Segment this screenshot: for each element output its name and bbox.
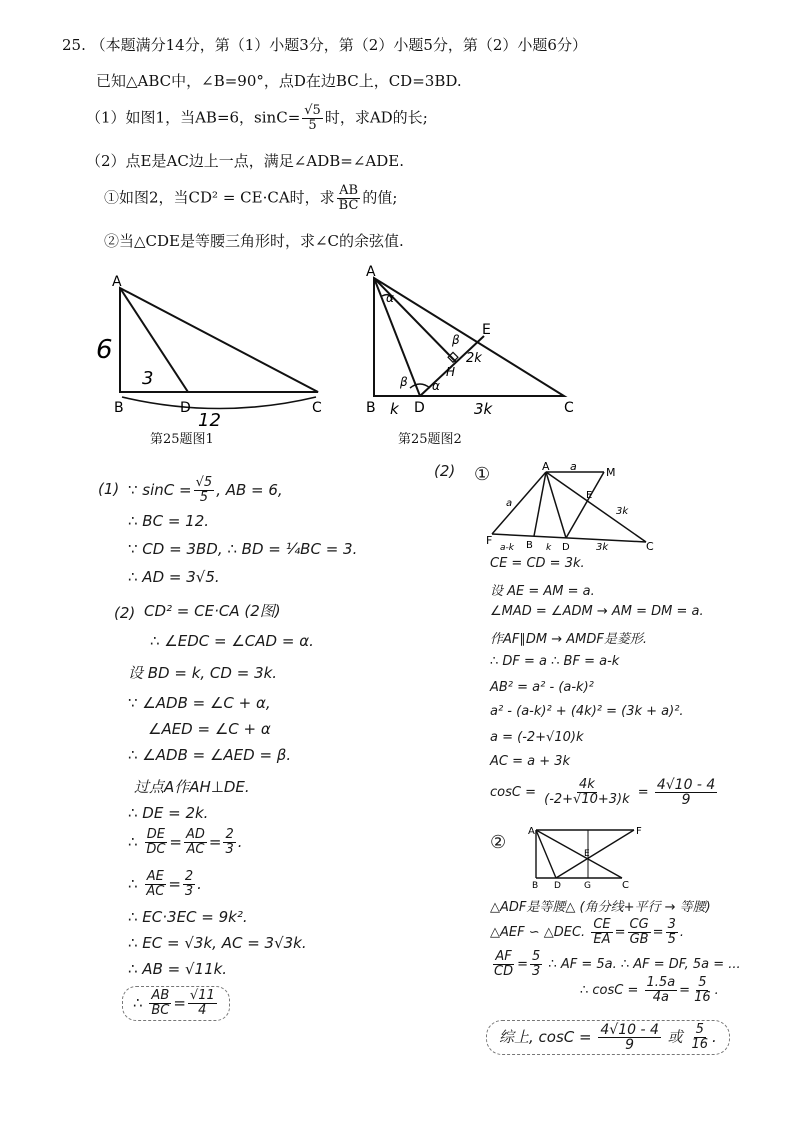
sol-p2-line6: ∴ ∠ADB = ∠AED = β.	[128, 746, 292, 764]
sol-right-line9: AC = a + 3k	[490, 754, 571, 769]
label-bd-3: 3	[142, 368, 154, 389]
sol-right-line3: ∠MAD = ∠ADM → AM = DM = a.	[490, 604, 704, 619]
sol-p2-line1: CD² = CE·CA (2图)	[144, 602, 281, 620]
label-d: D	[180, 400, 191, 416]
label-ab-6: 6	[96, 335, 113, 365]
angle-mark-d	[410, 384, 430, 388]
ab-bc-fraction: $\frac{AB}{BC}$	[338, 183, 359, 213]
segment-ad	[120, 288, 188, 392]
sol-right-line13: $\frac{AF}{CD}$ = $\frac{5}{3}$ ∴ AF = 5a. ∴ AF = DF, 5a = ...	[494, 949, 741, 979]
svg-text:E: E	[586, 490, 593, 501]
svg-text:F: F	[486, 534, 493, 547]
segment-ad-2	[374, 278, 420, 396]
figure-1	[90, 270, 340, 445]
svg-text:C: C	[646, 540, 654, 553]
svg-text:D: D	[554, 881, 561, 891]
sol-p2-line3: 设 BD = k, CD = 3k.	[128, 664, 278, 682]
sol-right-line6: AB² = a² - (a-k)²	[490, 680, 594, 695]
sinc-fraction: $\frac{√5}{5}$	[304, 103, 321, 133]
svg-text:a: a	[570, 460, 577, 473]
svg-text:A: A	[542, 460, 550, 473]
sol-p2-line4: ∵ ∠ADB = ∠C + α,	[128, 694, 271, 712]
label-a: A	[112, 274, 122, 290]
svg-text:E: E	[584, 849, 590, 859]
sol-right-line12: △AEF ∽ △DEC. $\frac{CE}{EA}$ = $\frac{CG}{GB}$ = $\frac{3}{5}$ .	[490, 917, 684, 947]
label-alpha-d: α	[432, 379, 440, 393]
problem-given: 已知△ABC中，∠B=90°，点D在边BC上，CD=3BD.	[96, 72, 462, 90]
figure-2	[360, 262, 590, 432]
sol-p1-line4: ∴ AD = 3√5.	[128, 568, 220, 586]
svg-text:3k: 3k	[616, 506, 629, 517]
svg-text:B: B	[532, 881, 539, 891]
sol-right-line7: a² - (a-k)² + (4k)² = (3k + a)².	[490, 704, 684, 719]
figure-3-sketch	[486, 462, 656, 552]
svg-text:B: B	[526, 540, 533, 551]
svg-text:D: D	[562, 542, 570, 553]
sol-p2-line7: 过点A作AH⊥DE.	[134, 778, 250, 796]
sol-p2-line5: ∠AED = ∠C + α	[148, 720, 271, 738]
problem-part2: （2）点E是AC边上一点，满足∠ADB=∠ADE.	[86, 152, 404, 170]
svg-text:k: k	[546, 543, 552, 553]
sol-right-label: (2)	[434, 462, 456, 480]
sol-right-sub1: ①	[474, 464, 491, 485]
sol-right-line5: ∴ DF = a ∴ BF = a-k	[490, 654, 620, 669]
label-d-2: D	[414, 400, 425, 416]
sol-p2-answer: ∴ $\frac{AB}{BC}$ = $\frac{√11}{4}$	[122, 986, 230, 1021]
sol-p2-line10: ∴ $\frac{AE}{AC}$ = $\frac{2}{3}$ .	[128, 869, 202, 899]
sol-p1-label: (1)	[98, 480, 120, 498]
sol-right-line4: 作AF∥DM → AMDF是菱形.	[490, 632, 647, 647]
label-beta-e: β	[452, 333, 460, 347]
sol-p1-line1: ∵ sinC = $\frac{√5}{5}$ , AB = 6,	[128, 475, 283, 505]
figure-2-caption: 第25题图2	[398, 432, 462, 447]
bc-brace	[122, 397, 316, 409]
sol-p2-line12: ∴ EC = √3k, AC = 3√3k.	[128, 934, 307, 952]
sol-right-line2: 设 AE = AM = a.	[490, 584, 595, 599]
svg-text:a: a	[506, 498, 513, 509]
sol-right-line11: △ADF是等腰△ (角分线+平行 → 等腰)	[490, 900, 711, 915]
sol-p2-line11: ∴ EC·3EC = 9k².	[128, 908, 248, 926]
label-de-2k: 2k	[466, 351, 482, 366]
sol-p2-line2: ∴ ∠EDC = ∠CAD = α.	[150, 632, 314, 650]
svg-text:C: C	[622, 880, 629, 891]
figure-4-sketch	[526, 826, 646, 890]
svg-text:F: F	[636, 826, 642, 837]
svg-text:a-k: a-k	[500, 543, 514, 553]
svg-text:M: M	[606, 466, 616, 479]
sol-right-line14: ∴ cosC = $\frac{1.5a}{4a}$ = $\frac{5}{16}$ .	[580, 975, 719, 1005]
svg-text:3k: 3k	[596, 542, 609, 553]
svg-text:A: A	[528, 826, 535, 837]
sol-right-line10: cosC = $\frac{4k}{(-2+√10+3)k}$ = $\frac{4√10 - 4}{9}$	[490, 777, 716, 808]
label-alpha-a: α	[386, 291, 394, 305]
label-c: C	[312, 400, 322, 416]
sol-right-sub2: ②	[490, 832, 507, 853]
problem-part2-2: ②当△CDE是等腰三角形时，求∠C的余弦值.	[104, 232, 404, 250]
sol-p2-line9: ∴ $\frac{DE}{DC}$ = $\frac{AD}{AC}$ = $\frac{2}{3}$ .	[128, 827, 243, 857]
sol-p2-label: (2)	[114, 604, 136, 622]
label-b-2: B	[366, 400, 376, 416]
sol-p1-line2: ∴ BC = 12.	[128, 512, 210, 530]
label-bc-12: 12	[198, 410, 221, 431]
svg-text:G: G	[584, 881, 591, 891]
label-c-2: C	[564, 400, 574, 416]
label-beta-d: β	[400, 375, 408, 389]
label-h-2: H	[446, 365, 456, 379]
figure-1-caption: 第25题图1	[150, 432, 214, 447]
label-bd-k: k	[390, 400, 399, 418]
label-dc-3k: 3k	[474, 400, 493, 418]
sol-p2-line8: ∴ DE = 2k.	[128, 804, 209, 822]
label-a-2: A	[366, 264, 376, 280]
problem-part1: （1）如图1，当AB=6，sinC= $\frac{√5}{5}$ 时，求AD的长;	[86, 103, 428, 133]
label-b: B	[114, 400, 124, 416]
sol-right-line1: CE = CD = 3k.	[490, 556, 585, 571]
sol-p1-line3: ∵ CD = 3BD, ∴ BD = ¼BC = 3.	[128, 540, 358, 558]
sol-p2-line13: ∴ AB = √11k.	[128, 960, 228, 978]
problem-header: 25. （本题满分14分，第（1）小题3分，第（2）小题5分，第（2）小题6分）	[62, 36, 587, 54]
label-e-2: E	[482, 322, 491, 338]
sol-right-line8: a = (-2+√10)k	[490, 730, 584, 745]
sol-conclusion: 综上, cosC = $\frac{4√10 - 4}{9}$ 或 $\frac{5}{16}$ .	[486, 1020, 730, 1055]
problem-part2-1: ①如图2，当CD² = CE·CA时，求 $\frac{AB}{BC}$ 的值;	[104, 183, 398, 213]
